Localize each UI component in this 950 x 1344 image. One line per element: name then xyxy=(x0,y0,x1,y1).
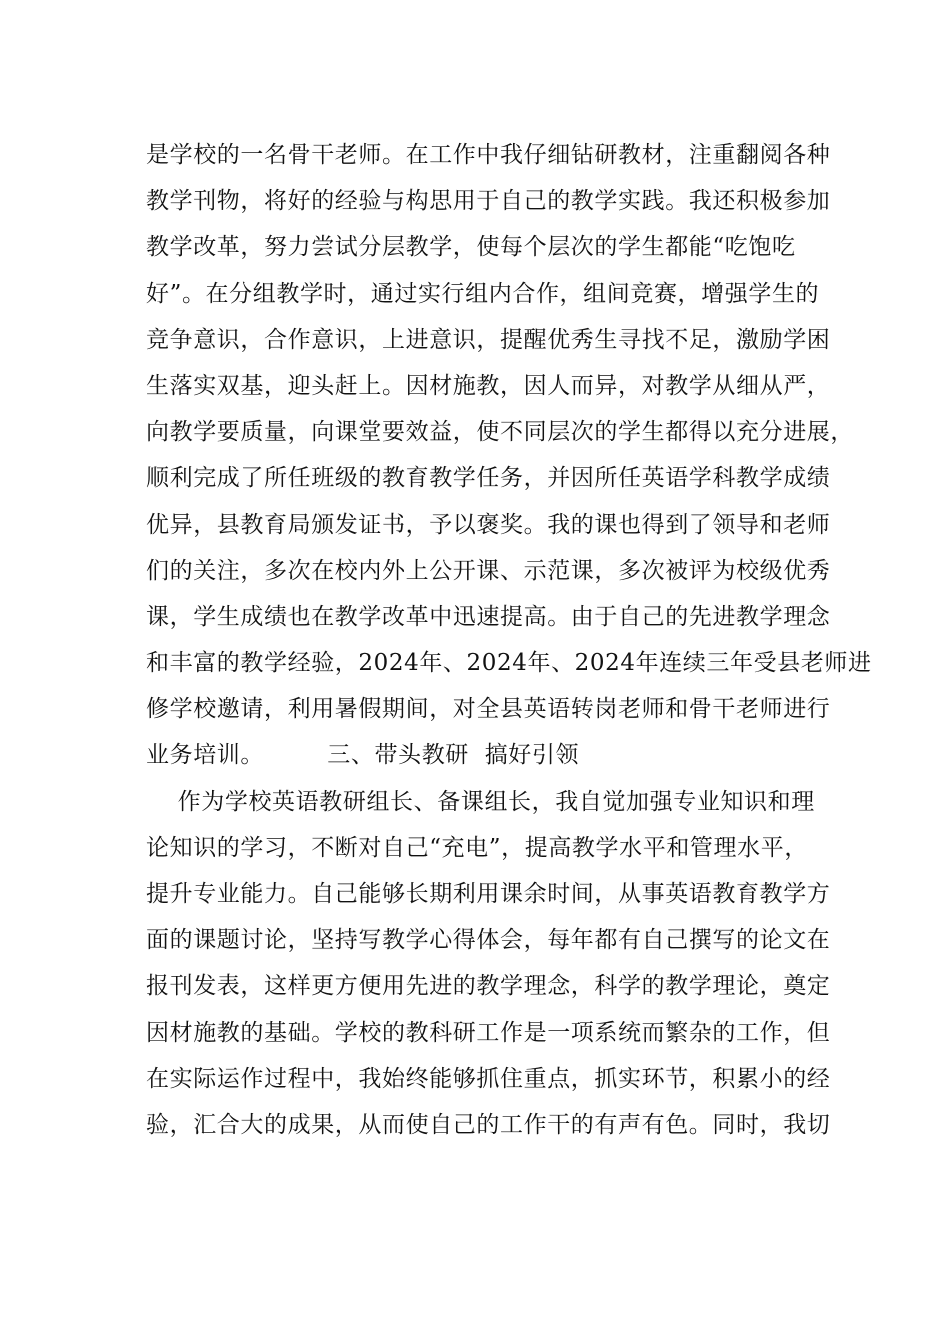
text-line-1: 是学校的一名骨干老师。在工作中我仔细钻研教材，注重翻阅各种 xyxy=(146,142,831,168)
text-line-3: 教学改革，努力尝试分层教学，使每个层次的学生都能“吃饱吃 xyxy=(146,234,796,261)
text-line-21: 在实际运作过程中，我始终能够抓住重点，抓实环节，积累小的经 xyxy=(146,1065,831,1092)
text-line-15: 作为学校英语教研组长、备课组长，我自觉加强专业知识和理 xyxy=(146,788,815,815)
text-line-9: 优异，县教育局颁发证书，予以褒奖。我的课也得到了领导和老师 xyxy=(146,511,831,538)
text-line-5: 竞争意识，合作意识，上进意识，提醒优秀生寻找不足，激励学困 xyxy=(146,326,831,353)
text-line-14-section-heading: 业务培训。 三、带头教研 搞好引领 xyxy=(146,742,580,769)
text-line-20: 因材施教的基础。学校的教科研工作是一项系统而繁杂的工作，但 xyxy=(146,1019,831,1046)
text-line-22: 验，汇合大的成果，从而使自己的工作干的有声有色。同时，我切 xyxy=(146,1111,831,1138)
text-line-16: 论知识的学习，不断对自己“充电”，提高教学水平和管理水平， xyxy=(146,834,808,861)
text-line-10: 们的关注，多次在校内外上公开课、示范课，多次被评为校级优秀 xyxy=(146,557,831,584)
text-line-19: 报刊发表，这样更方便用先进的教学理念，科学的教学理论，奠定 xyxy=(146,973,831,1000)
text-line-12: 和丰富的教学经验，2024年、2024年、2024年连续三年受县老师进 xyxy=(146,650,872,677)
text-line-2: 教学刊物，将好的经验与构思用于自己的教学实践。我还积极参加 xyxy=(146,188,831,215)
text-line-11: 课，学生成绩也在教学改革中迅速提高。由于自己的先进教学理念 xyxy=(146,603,831,630)
text-line-8: 顺利完成了所任班级的教育教学任务，并因所任英语学科教学成绩 xyxy=(146,465,831,492)
text-line-7: 向教学要质量，向课堂要效益，使不同层次的学生都得以充分进展， xyxy=(146,419,854,446)
body-text xyxy=(146,132,872,1148)
text-line-4: 好”。在分组教学时，通过实行组内合作，组间竞赛，增强学生的 xyxy=(146,280,820,307)
text-line-17: 提升专业能力。自己能够长期利用课余时间，从事英语教育教学方 xyxy=(146,881,831,907)
text-line-18: 面的课题讨论，坚持写教学心得体会，每年都有自己撰写的论文在 xyxy=(146,927,831,954)
text-line-6: 生落实双基，迎头赶上。因材施教，因人而异，对教学从细从严， xyxy=(146,372,831,399)
text-line-13: 修学校邀请，利用暑假期间，对全县英语转岗老师和骨干老师进行 xyxy=(146,696,831,723)
